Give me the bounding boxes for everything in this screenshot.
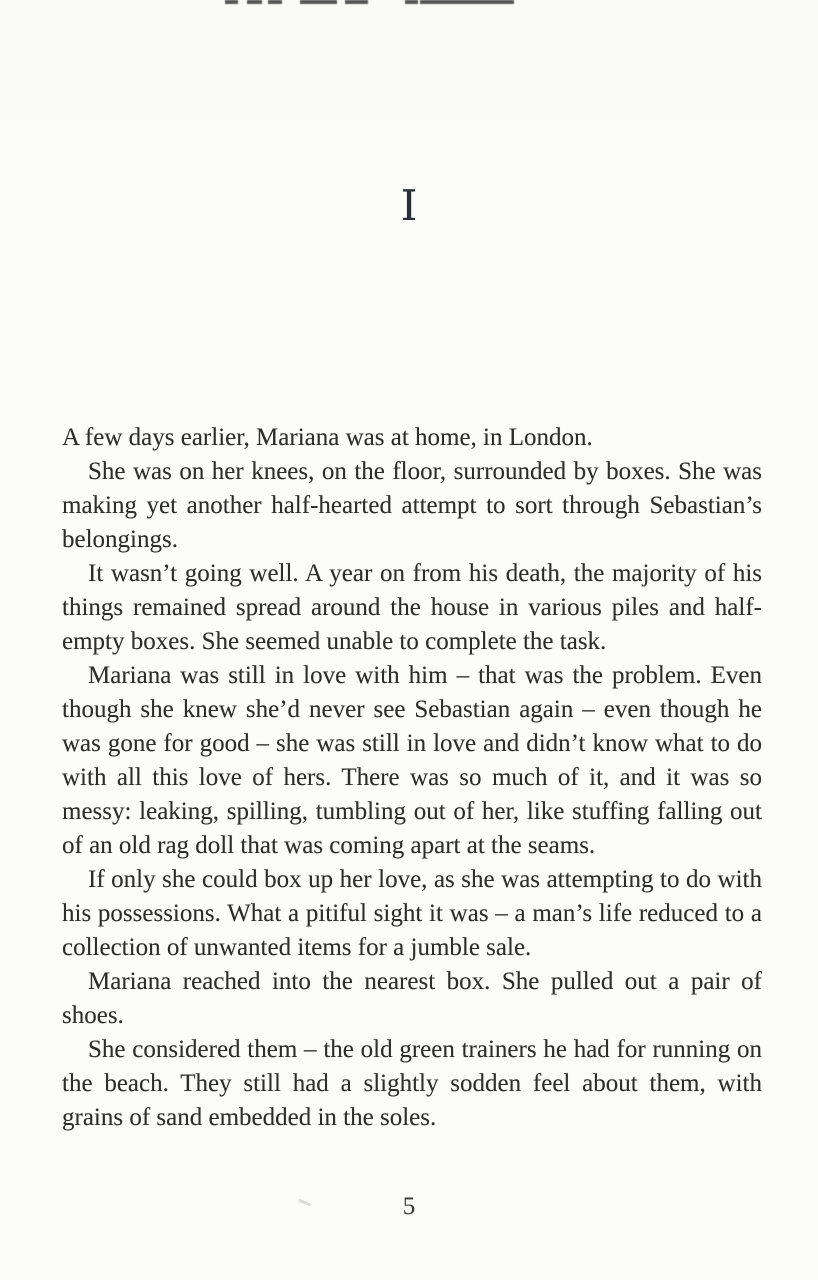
paragraph: Mariana reached into the nearest box. She pulled out a pair of shoes. <box>62 968 762 1029</box>
paragraph: A few days earlier, Mariana was at home, in London. <box>62 424 593 451</box>
paragraph: She was on her knees, on the floor, surrounded by boxes. She was making yet another half-hearted attempt to sort through Sebastian’s belongings. <box>62 458 762 553</box>
paragraph: She considered them – the old green trainers he had for running on the beach. They still had a slightly sodden feel about them, with grains of sand embedded in the soles. <box>62 1036 762 1131</box>
page-number: 5 <box>402 1193 416 1220</box>
paragraph: If only she could box up her love, as she was attempting to do with his possessions. What a pitiful sight it was – a man’s life reduced to a collection of unwanted items for a jumble sale. <box>62 866 762 961</box>
paragraph: Mariana was still in love with him – that was the problem. Even though she knew she’d never see Sebastian again – even though he was gone for good – she was still in love and didn’t know what to do with all this love of hers. There was so much of it, and it was so messy: leaking, spilling, tumbling out of her, like stuffing falling out of an old rag doll that was coming apart at the seams. <box>62 662 762 859</box>
paragraph: It wasn’t going well. A year on from his death, the majority of his things remained spread around the house in various piles and half-empty boxes. She seemed unable to complete the task. <box>62 560 762 655</box>
scan-edge-artifact <box>225 0 514 4</box>
body-text <box>62 421 762 1135</box>
chapter-heading: I <box>400 181 418 230</box>
